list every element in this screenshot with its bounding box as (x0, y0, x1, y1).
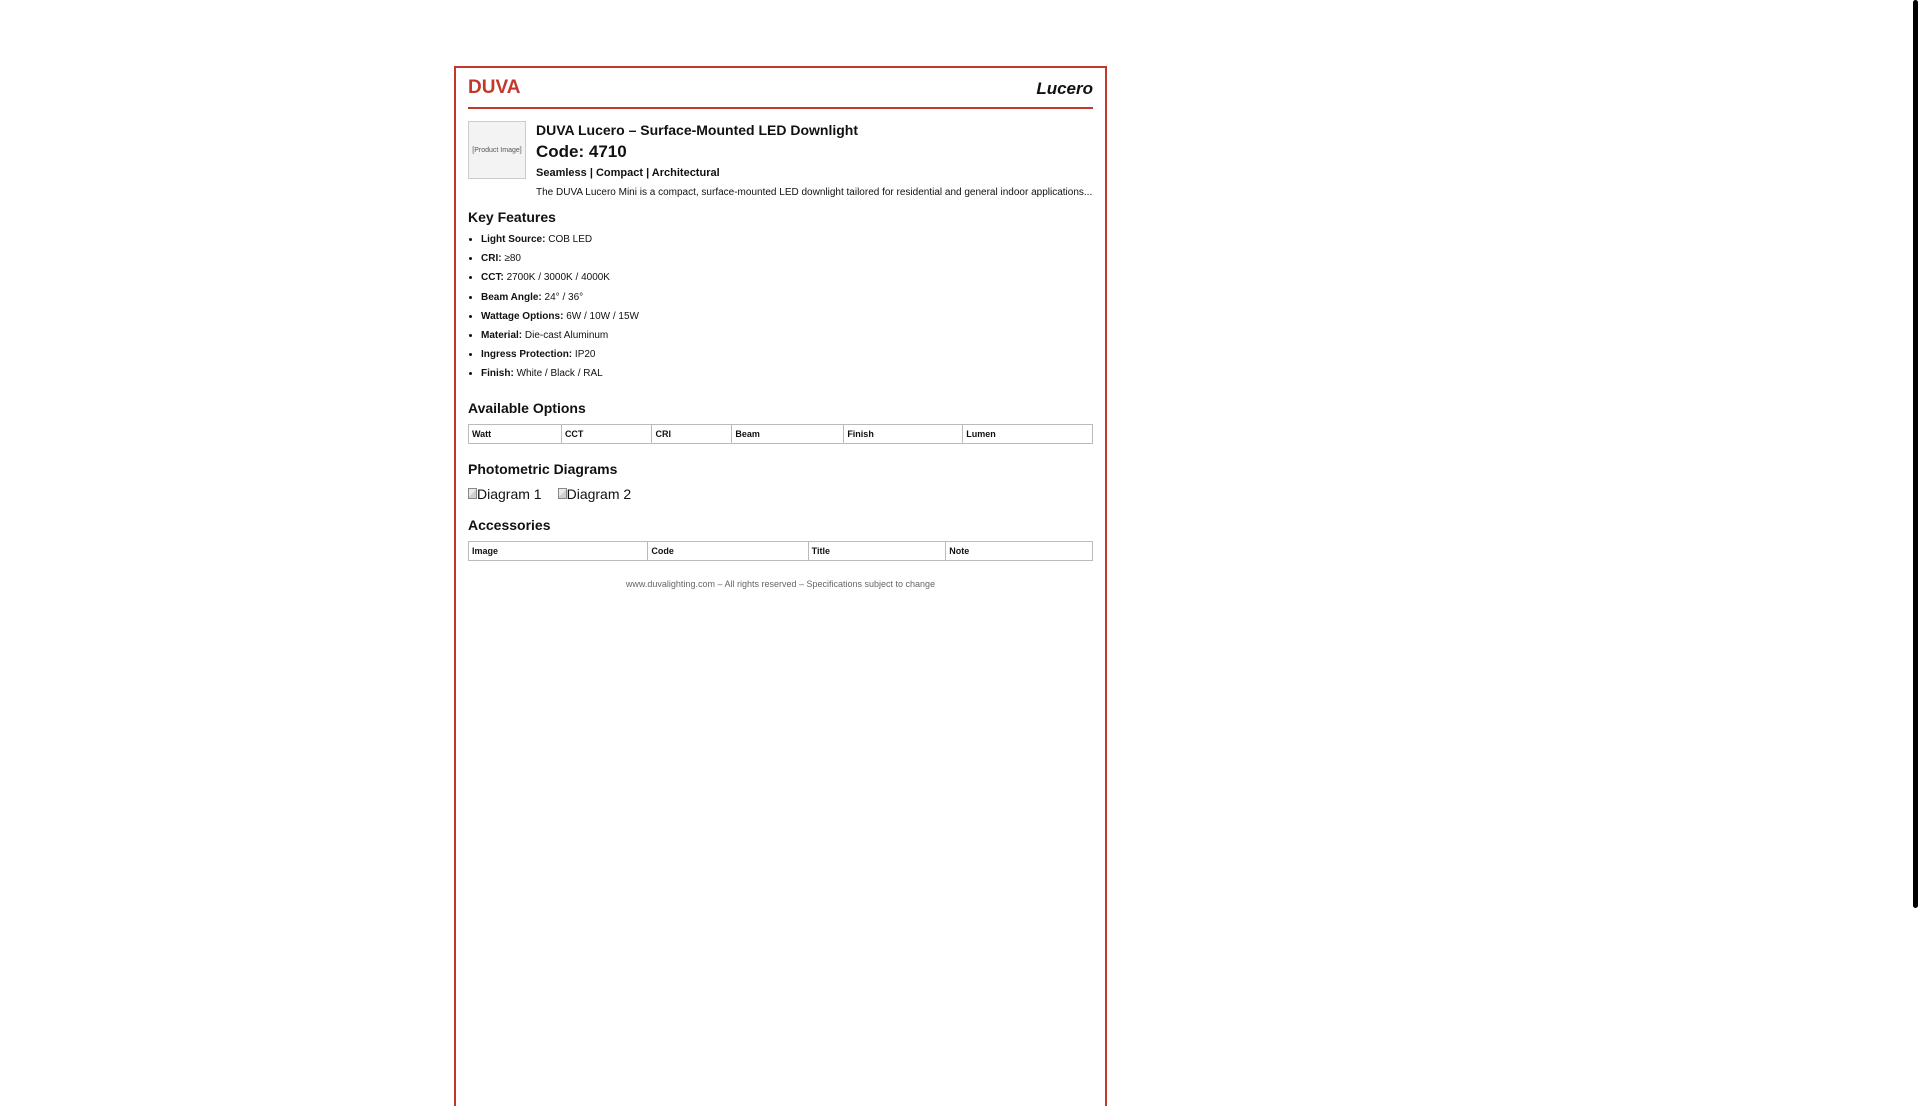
feature-value: White / Black / RAL (516, 368, 603, 380)
list-item (481, 367, 1093, 386)
column-header: Lumen (963, 424, 1093, 443)
column-header: CRI (652, 424, 732, 443)
column-header: Image (469, 541, 648, 560)
column-header: Watt (469, 424, 562, 443)
diagram-2 (558, 486, 632, 502)
options-table (468, 424, 1093, 444)
model-name: Lucero (1036, 79, 1093, 98)
broken-image-icon (468, 488, 477, 499)
available-options-heading: Available Options (468, 399, 586, 416)
list-item (481, 291, 1093, 310)
feature-value: ≥80 (504, 253, 521, 265)
brand-logo-text: DUVA (468, 77, 521, 98)
features-list (468, 233, 1093, 387)
feature-value: COB LED (548, 234, 593, 245)
list-item (481, 329, 1093, 348)
broken-image-icon (558, 488, 567, 499)
product-intro-text (536, 121, 1092, 198)
column-header: Finish (844, 424, 963, 443)
feature-label: CRI: (481, 253, 502, 265)
list-item (481, 252, 1093, 271)
table-header-row (469, 424, 1093, 443)
feature-label: Finish: (481, 368, 514, 380)
feature-value: 24° / 36° (544, 291, 584, 303)
product-tags: Seamless | Compact | Architectural (536, 167, 720, 179)
column-header: Code (648, 541, 808, 560)
feature-label: Material: (481, 329, 523, 341)
page-footer: www.duvalighting.com – All rights reserved – Specifications subject to change (625, 578, 936, 589)
page-header (468, 68, 1093, 109)
scrollbar-thumb[interactable] (1913, 0, 1918, 908)
product-image-placeholder: [Product Image] (468, 121, 526, 179)
available-options-section (468, 400, 1093, 444)
key-features-section (468, 209, 1093, 387)
photometric-heading: Photometric Diagrams (468, 460, 618, 477)
diagram-alt-text: Diagram 1 (477, 485, 542, 502)
feature-label: Light Source: (481, 234, 546, 245)
diagram-1 (468, 486, 542, 502)
photometric-section (468, 461, 1093, 502)
feature-label: CCT: (481, 272, 504, 284)
feature-value: 6W / 10W / 15W (566, 310, 639, 322)
table-header-row (469, 541, 1093, 560)
accessories-section (468, 517, 1093, 561)
column-header: Note (946, 541, 1093, 560)
column-header: Title (808, 541, 946, 560)
feature-value: IP20 (574, 349, 596, 361)
list-item (481, 271, 1093, 290)
product-intro (468, 121, 1093, 198)
diagram-list (468, 486, 1093, 502)
feature-label: Wattage Options: (481, 310, 564, 322)
column-header: Beam (732, 424, 844, 443)
feature-label: Beam Angle: (481, 291, 542, 303)
product-title: DUVA Lucero – Surface-Mounted LED Downlight (536, 122, 859, 138)
accessories-heading: Accessories (468, 516, 551, 533)
key-features-heading: Key Features (468, 209, 556, 225)
column-header: CCT (561, 424, 652, 443)
diagram-alt-text: Diagram 2 (566, 485, 632, 502)
feature-label: Ingress Protection: (481, 349, 573, 361)
list-item (481, 233, 1093, 252)
feature-value: Die-cast Aluminum (524, 329, 609, 341)
feature-value: 2700K / 3000K / 4000K (506, 272, 610, 284)
product-code: Code: 4710 (536, 142, 627, 161)
product-description: The DUVA Lucero Mini is a compact, surface-mounted LED downlight tailored for residential and general indoor applications... (536, 187, 1093, 198)
datasheet-page (454, 66, 1107, 1106)
list-item (481, 310, 1093, 329)
accessories-table (468, 541, 1093, 561)
list-item (481, 348, 1093, 367)
